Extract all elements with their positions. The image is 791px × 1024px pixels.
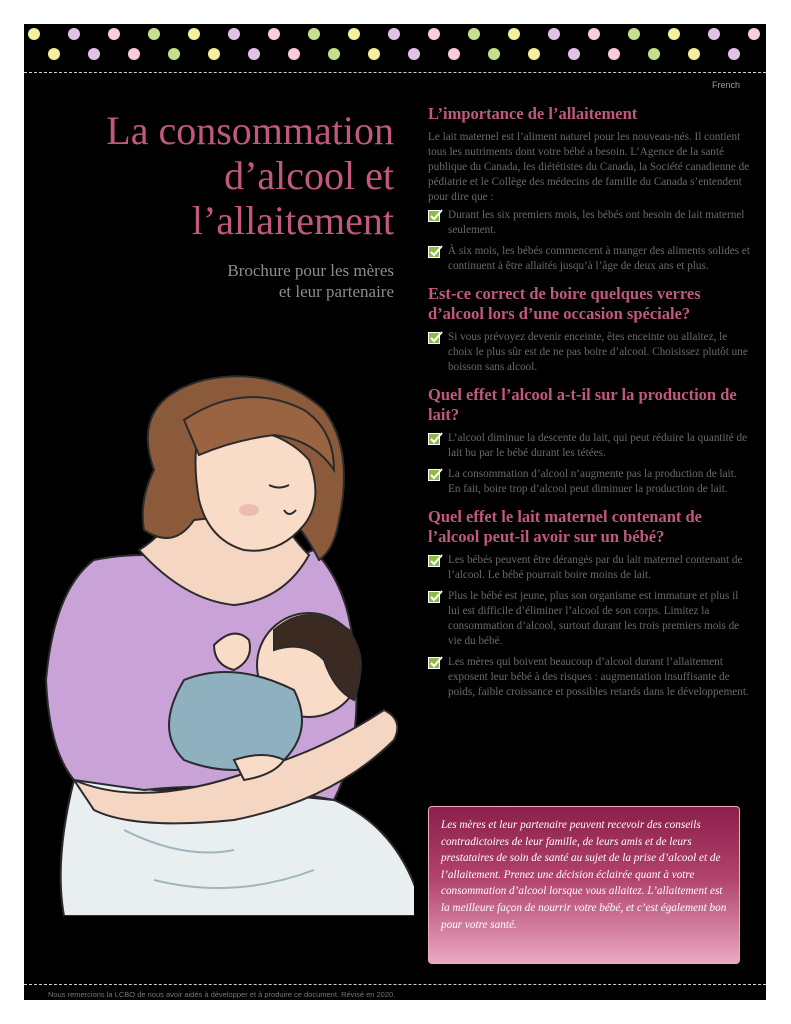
decorative-dot	[528, 48, 540, 60]
list-item-text: L’alcool diminue la descente du lait, qui peut réduire la quantité de lait bu par le bébé durant les tétées.	[448, 432, 748, 459]
title-line: l’allaitement	[191, 198, 394, 243]
decorative-dot	[268, 28, 280, 40]
footer-note: Nous remercions la LCBO de nous avoir aidés à développer et à produire ce document. Révisé en 2020.	[48, 990, 396, 999]
decorative-dot	[348, 28, 360, 40]
section-heading: Quel effet le lait maternel contenant de l’alcool peut-il avoir sur un bébé?	[428, 507, 703, 546]
list-item-text: Les mères qui boivent beaucoup d’alcool durant l’allaitement exposent leur bébé à des risques : augmentation insuffisante de poids, faible croissance et possibles retards dans le développement.	[448, 656, 749, 698]
decorative-dot	[48, 48, 60, 60]
section-heading: Quel effet l’alcool a-t-il sur la production de lait?	[428, 385, 737, 424]
top-dashed-divider	[24, 72, 766, 73]
decorative-dot	[288, 48, 300, 60]
decorative-dot	[668, 28, 680, 40]
decorative-dot	[168, 48, 180, 60]
list-item-text: Durant les six premiers mois, les bébés ont besoin de lait maternel seulement.	[448, 209, 745, 236]
section-heading: L’importance de l’allaitement	[428, 104, 638, 123]
list-item	[428, 589, 750, 649]
list-item	[428, 330, 750, 375]
decorative-dot	[368, 48, 380, 60]
list-item	[428, 431, 750, 461]
decorative-dot	[748, 28, 760, 40]
checkbox-check-icon	[428, 332, 440, 344]
decorative-dot	[28, 28, 40, 40]
page-title	[44, 108, 394, 243]
decorative-dot	[628, 28, 640, 40]
checkbox-check-icon	[428, 591, 440, 603]
checkbox-check-icon	[428, 210, 440, 222]
section-importance	[428, 104, 750, 274]
list-item-text: À six mois, les bébés commencent à manger des aliments solides et continuent à être allaités jusqu’à l’âge de deux ans et plus.	[448, 245, 750, 272]
decorative-dot	[68, 28, 80, 40]
list-item	[428, 553, 750, 583]
section-milk-production	[428, 385, 750, 497]
decorative-dot	[428, 28, 440, 40]
checkbox-check-icon	[428, 469, 440, 481]
callout-box	[428, 806, 740, 964]
language-tag: French	[711, 80, 740, 90]
checkbox-check-icon	[428, 433, 440, 445]
callout-text: Les mères et leur partenaire peuvent recevoir des conseils contradictoires de leur famille, de leurs amis et de leurs prestataires de soin de santé au sujet de la prise d’alcool et de l’allaitement. Prenez une décision éclairée quant à votre consommation d’alcool lorsque vous allaitez. L’allaitement est la meilleure façon de nourrir votre bébé, et c’est également bon pour votre santé.	[441, 819, 727, 931]
title-line: d’alcool et	[224, 153, 394, 198]
decorative-dot	[228, 28, 240, 40]
decorative-dot	[408, 48, 420, 60]
section-heading: Est-ce correct de boire quelques verres d’alcool lors d’une occasion spéciale?	[428, 284, 701, 323]
section-baby-effects	[428, 507, 750, 700]
subtitle-line: Brochure pour les mères	[227, 261, 394, 280]
list-item-text: Plus le bébé est jeune, plus son organisme est immature et plus il lui est difficile d’éliminer l’alcool de son corps. Limitez la consommation d’alcool, surtout durant les trois premiers mois de vie du bébé.	[448, 590, 740, 647]
breastfeeding-mother-illustration	[34, 360, 414, 916]
decorative-dot	[128, 48, 140, 60]
list-item	[428, 655, 750, 700]
title-line: La consommation	[106, 108, 394, 153]
decorative-dot	[488, 48, 500, 60]
decorative-dot	[108, 28, 120, 40]
decorative-dot	[448, 48, 460, 60]
checkbox-check-icon	[428, 246, 440, 258]
decorative-dot	[688, 48, 700, 60]
list-item	[428, 244, 750, 274]
list-item	[428, 208, 750, 238]
dot-border-decoration	[24, 24, 766, 70]
subtitle-line: et leur partenaire	[278, 282, 394, 301]
decorative-dot	[388, 28, 400, 40]
decorative-dot	[148, 28, 160, 40]
brochure-page	[24, 24, 766, 1000]
decorative-dot	[608, 48, 620, 60]
list-item	[428, 467, 750, 497]
checkbox-check-icon	[428, 555, 440, 567]
bottom-dashed-divider	[24, 984, 766, 985]
decorative-dot	[568, 48, 580, 60]
decorative-dot	[208, 48, 220, 60]
decorative-dot	[188, 28, 200, 40]
decorative-dot	[248, 48, 260, 60]
decorative-dot	[708, 28, 720, 40]
decorative-dot	[328, 48, 340, 60]
list-item-text: Si vous prévoyez devenir enceinte, êtes enceinte ou allaitez, le choix le plus sûr est de ne pas boire d’alcool. Choisissez plutôt une boisson sans alcool.	[448, 331, 748, 373]
list-item-text: Les bébés peuvent être dérangés par du lait maternel contenant de l’alcool. Le bébé pourrait boire moins de lait.	[448, 554, 743, 581]
checkbox-check-icon	[428, 657, 440, 669]
page-subtitle	[144, 260, 394, 302]
section-special-occasion	[428, 284, 750, 375]
list-item-text: La consommation d’alcool n’augmente pas la production de lait. En fait, boire trop d’alcool peut diminuer la production de lait.	[448, 468, 737, 495]
decorative-dot	[728, 48, 740, 60]
decorative-dot	[508, 28, 520, 40]
content-column	[428, 104, 750, 710]
decorative-dot	[88, 48, 100, 60]
section-paragraph: Le lait maternel est l’aliment naturel pour les nouveau-nés. Il contient tous les nutriments dont votre bébé a besoin. L’Agence de la santé publique du Canada, les diététistes du Canada, la Société canadienne de pédiatrie et le Collège des médecins de famille du Canada s’entendent pour dire que :	[428, 131, 750, 203]
decorative-dot	[468, 28, 480, 40]
decorative-dot	[648, 48, 660, 60]
decorative-dot	[548, 28, 560, 40]
decorative-dot	[308, 28, 320, 40]
decorative-dot	[588, 28, 600, 40]
